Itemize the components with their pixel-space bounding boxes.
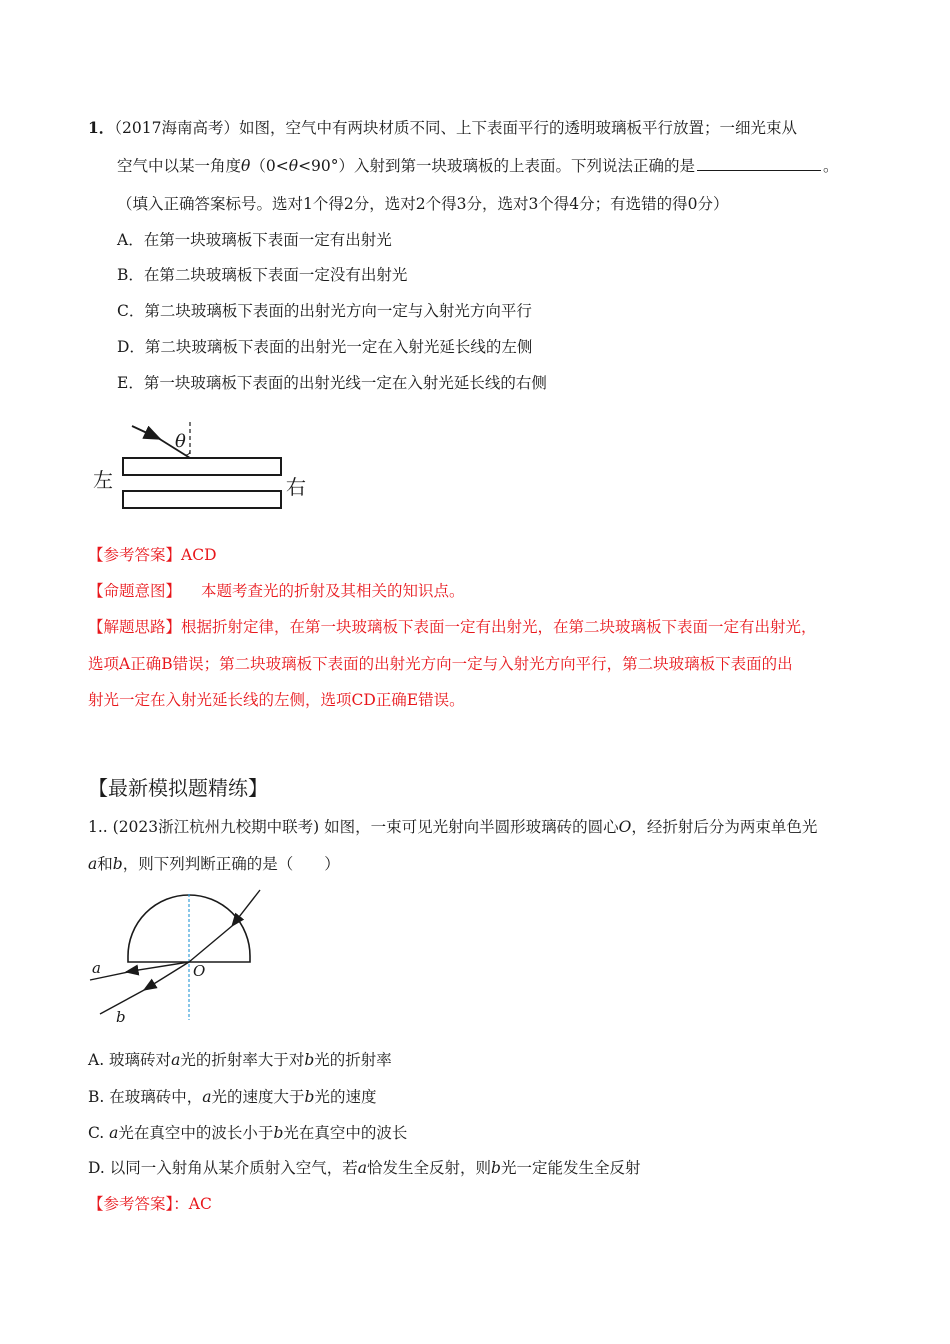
question-1-note: （填入正确答案标号。选对1个得2分，选对2个得3分，选对3个得4分；有选错的得0分）	[117, 195, 729, 213]
question-2-line-2: a和b，则下列判断正确的是（ ）	[88, 855, 340, 873]
glass-plates-figure	[90, 418, 320, 518]
q2-answer-line: 【参考答案】：AC	[88, 1195, 212, 1213]
first-glass-plate	[123, 458, 281, 475]
q2-option-a: A. 玻璃砖对a光的折射率大于对b光的折射率	[88, 1051, 392, 1069]
question-1-line-2: 空气中以某一角度θ（0<θ<90°）入射到第一块玻璃板的上表面。下列说法正确的是 。	[117, 157, 839, 175]
q2-option-b: B. 在玻璃砖中，a光的速度大于b光的速度	[88, 1088, 377, 1106]
solution-line-2: 选项A正确B错误；第二块玻璃板下表面的出射光方向一定与入射光方向平行，第二块玻璃板下表面的出	[88, 655, 793, 673]
question-number: 1．	[88, 118, 115, 137]
left-label: 左	[93, 468, 113, 492]
angle-arc	[186, 451, 190, 455]
theta-label: θ	[175, 431, 186, 452]
question-2-line-1: 1.. (2023浙江杭州九校期中联考) 如图，一束可见光射向半圆形玻璃砖的圆心O，经折射后分为两束单色光	[88, 818, 818, 836]
section-title: 【最新模拟题精练】	[88, 776, 268, 800]
option-d: D．第二块玻璃板下表面的出射光一定在入射光延长线的左侧	[117, 338, 533, 356]
semicircle-glass-figure	[86, 884, 286, 1024]
option-b: B．在第二块玻璃板下表面一定没有出射光	[117, 266, 408, 284]
q2-option-d: D. 以同一入射角从某介质射入空气，若a恰发生全反射，则b光一定能发生全反射	[88, 1159, 641, 1177]
label-b: b	[116, 1008, 126, 1026]
question-1-line-1: 1．（2017海南高考）如图，空气中有两块材质不同、上下表面平行的透明玻璃板平行放置；一细光束从	[88, 118, 797, 137]
option-e: E．第一块玻璃板下表面的出射光线一定在入射光延长线的右侧	[117, 374, 547, 392]
incident-ray-segment	[232, 890, 260, 926]
answer-line: 【参考答案】ACD	[88, 546, 217, 564]
option-a: A．在第一块玻璃板下表面一定有出射光	[117, 231, 392, 249]
second-glass-plate	[123, 491, 281, 508]
q2-answer-value: AC	[188, 1195, 212, 1213]
label-a: a	[92, 959, 101, 977]
right-label: 右	[286, 475, 306, 499]
solution-line-1: 【解题思路】根据折射定律，在第一块玻璃板下表面一定有出射光，在第二块玻璃板下表面一定有出射光，	[88, 618, 817, 636]
solution-line-3: 射光一定在入射光延长线的左侧，选项CD正确E错误。	[88, 691, 465, 709]
answer-blank[interactable]	[697, 156, 821, 171]
incident-ray-inner	[189, 926, 232, 962]
intent-line: 【命题意图】 本题考查光的折射及其相关的知识点。	[88, 582, 465, 600]
label-o: O	[193, 962, 206, 980]
option-c: C．第二块玻璃板下表面的出射光方向一定与入射光方向平行	[117, 302, 532, 320]
answer-value: ACD	[181, 546, 217, 564]
incident-ray	[132, 426, 160, 439]
q2-option-c: C. a光在真空中的波长小于b光在真空中的波长	[88, 1124, 408, 1142]
ray-a	[126, 962, 189, 972]
